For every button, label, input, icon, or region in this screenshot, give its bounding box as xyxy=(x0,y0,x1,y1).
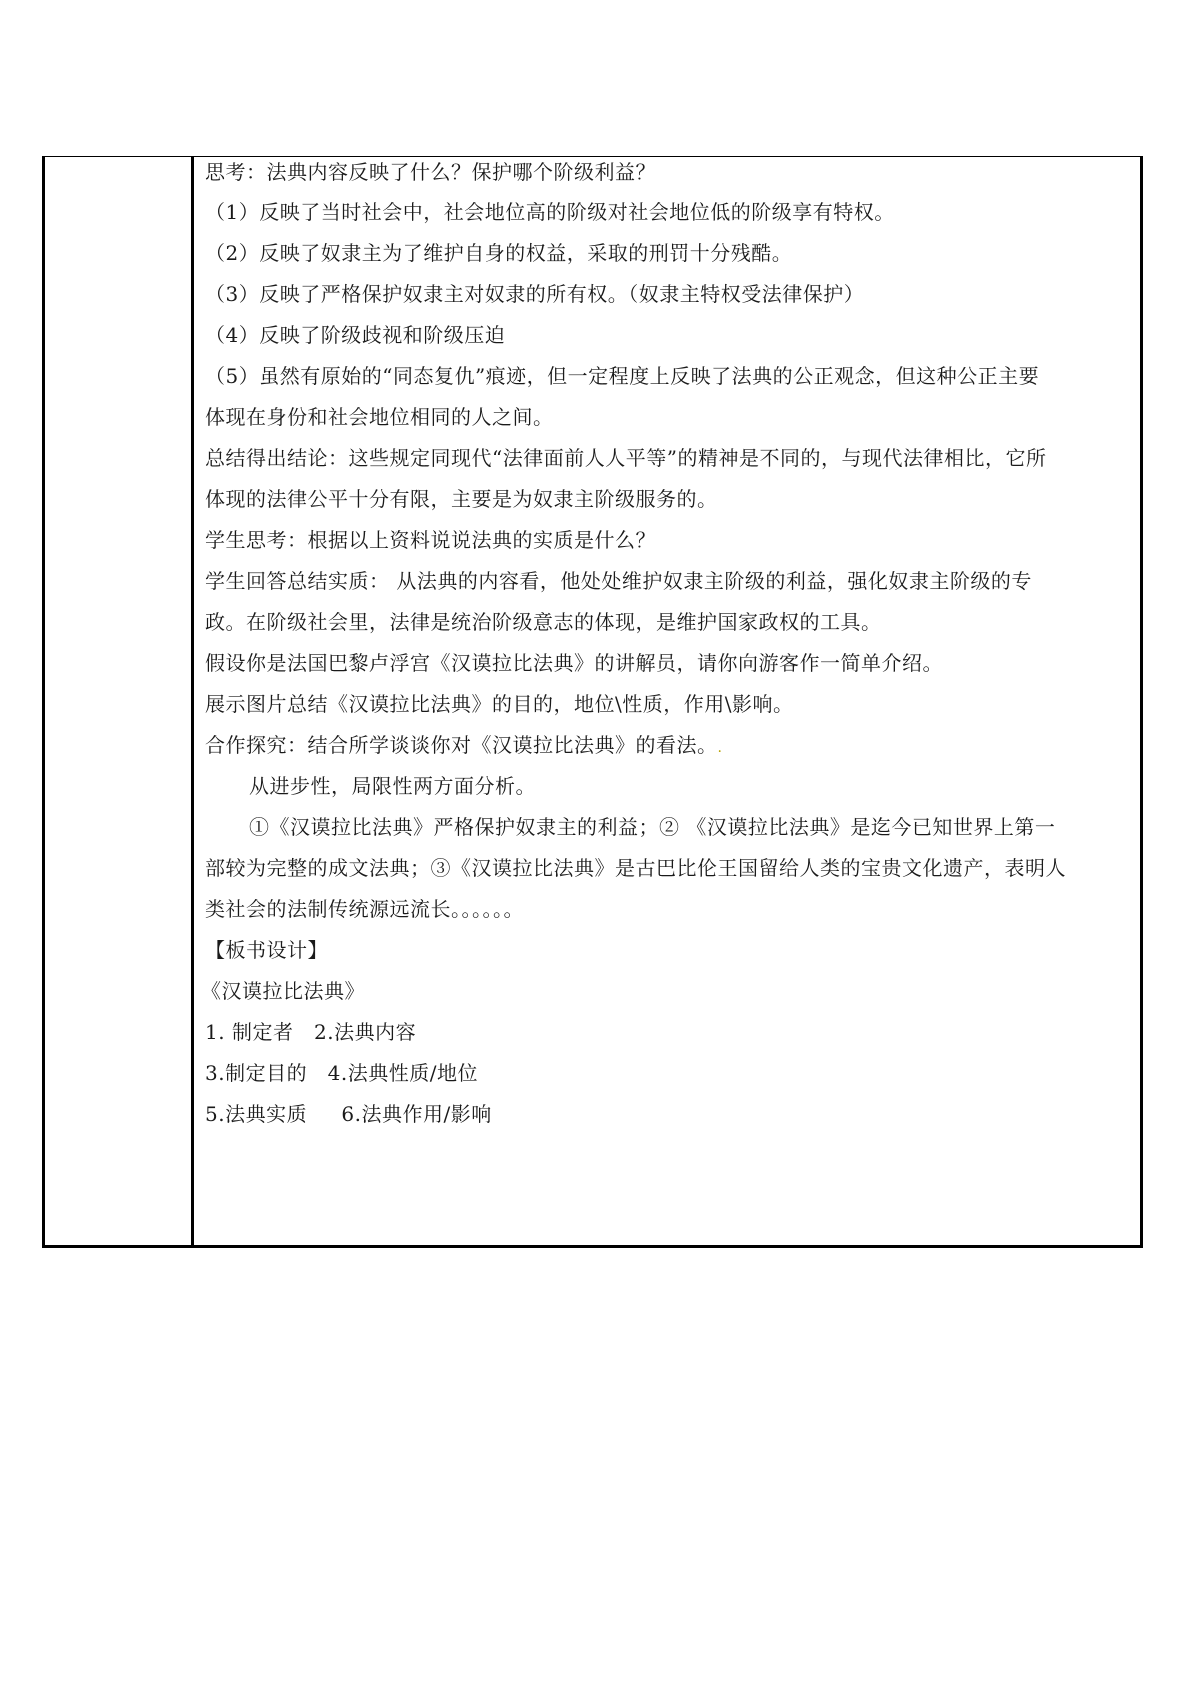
point-4: （4）反映了阶级歧视和阶级压迫 xyxy=(205,323,506,347)
analysis-points: ①《汉谟拉比法典》严格保护奴隶主的利益；② 《汉谟拉比法典》是迄今已知世界上第一 xyxy=(249,815,1056,839)
student-answer-cont: 政。在阶级社会里，法律是统治阶级意志的体现，是维护国家政权的工具。 xyxy=(205,610,882,634)
guide-task: 假设你是法国巴黎卢浮宫《汉谟拉比法典》的讲解员，请你向游客作一简单介绍。 xyxy=(205,651,943,675)
conclusion-line: 总结得出结论：这些规定同现代“法律面前人人平等”的精神是不同的，与现代法律相比，它所 xyxy=(205,446,1047,470)
point-2: （2）反映了奴隶主为了维护自身的权益，采取的刑罚十分残酷。 xyxy=(205,241,793,265)
analysis-points-end: 类社会的法制传统源远流长。。。。。。 xyxy=(205,897,524,921)
analysis-points-cont: 部较为完整的成文法典；③《汉谟拉比法典》是古巴比伦王国留给人类的宝贵文化遗产，表明人 xyxy=(205,856,1066,880)
question-line: 思考：法典内容反映了什么？保护哪个阶级利益？ xyxy=(205,160,656,184)
point-5-cont: 体现在身份和社会地位相同的人之间。 xyxy=(205,405,554,429)
board-design-heading: 【板书设计】 xyxy=(205,938,328,962)
cooperative-inquiry: 合作探究：结合所学谈谈你对《汉谟拉比法典》的看法。. xyxy=(205,733,723,757)
column-divider xyxy=(191,156,194,1248)
board-row-2: 3.制定目的 4.法典性质/地位 xyxy=(205,1061,478,1085)
picture-summary: 展示图片总结《汉谟拉比法典》的目的，地位\性质，作用\影响。 xyxy=(205,692,794,716)
point-5: （5）虽然有原始的“同态复仇”痕迹，但一定程度上反映了法典的公正观念，但这种公正主要 xyxy=(205,364,1040,388)
student-answer: 学生回答总结实质： 从法典的内容看，他处处维护奴隶主阶级的利益，强化奴隶主阶级的专 xyxy=(205,569,1032,593)
point-1: （1）反映了当时社会中，社会地位高的阶级对社会地位低的阶级享有特权。 xyxy=(205,200,895,224)
board-row-1: 1. 制定者 2.法典内容 xyxy=(205,1020,417,1044)
student-question: 学生思考：根据以上资料说说法典的实质是什么？ xyxy=(205,528,656,552)
analysis-hint: 从进步性，局限性两方面分析。 xyxy=(249,774,536,798)
board-row-3: 5.法典实质 6.法典作用/影响 xyxy=(205,1102,492,1126)
point-3: （3）反映了严格保护奴隶主对奴隶的所有权。（奴隶主特权受法律保护） xyxy=(205,282,865,306)
conclusion-cont: 体现的法律公平十分有限，主要是为奴隶主阶级服务的。 xyxy=(205,487,718,511)
board-title: 《汉谟拉比法典》 xyxy=(201,979,365,1003)
